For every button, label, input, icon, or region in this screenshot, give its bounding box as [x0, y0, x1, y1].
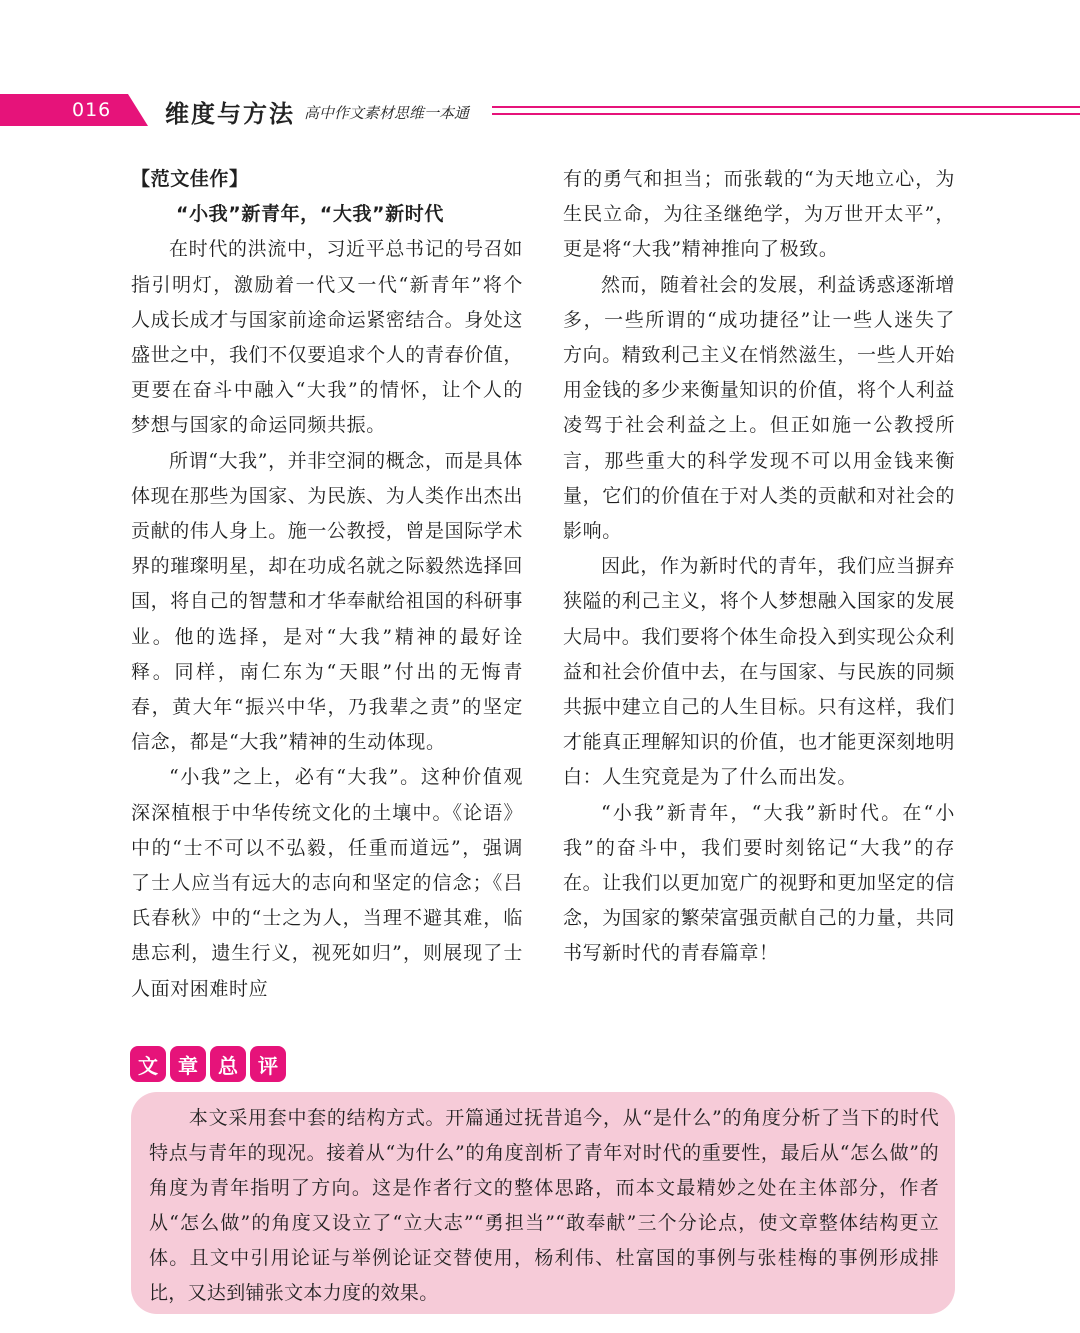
essay-column-left: [131, 162, 523, 1007]
essay-paragraph: 在时代的洪流中，习近平总书记的号召如指引明灯，激励着一代又一代“新青年”将个人成长成才与国家前途命运紧密结合。身处这盛世之中，我们不仅要追求个人的青春价值，更要在奋斗中融入“大我”的情怀，让个人的梦想与国家的命运同频共振。: [131, 238, 524, 437]
essay-paragraph: “小我”新青年，“大我”新时代。在“小我”的奋斗中，我们要时刻铭记“大我”的存在。让我们以更加宽广的视野和更加坚定的信念，为国家的繁荣富强贡献自己的力量，共同书写新时代的青春篇章！: [563, 801, 956, 965]
essay-paragraph: 所谓“大我”，并非空洞的概念，而是具体体现在那些为国家、为民族、为人类作出杰出贡献的伟人身上。施一公教授，曾是国际学术界的璀璨明星，却在功成名就之际毅然选择回国，将自己的智慧和才华奉献给祖国的科研事业。他的选择，是对“大我”精神的最好诠释。同样，南仁东为“天眼”付出的无悔青春，黄大年“振兴中华，乃我辈之责”的坚定信念，都是“大我”精神的生动体现。: [131, 449, 524, 754]
essay-paragraph: 因此，作为新时代的青年，我们应当摒弃狭隘的利己主义，将个人梦想融入国家的发展大局中。我们要将个体生命投入到实现公众利益和社会价值中去，在与国家、与民族的同频共振中建立自己的人生目标。只有这样，我们才能真正理解知识的价值，也才能更深刻地明白：人生究竟是为了什么而出发。: [563, 555, 956, 789]
header-rule-bottom: [492, 113, 1080, 115]
review-badge: 文: [130, 1046, 166, 1082]
essay-paragraph: “小我”之上，必有“大我”。这种价值观深深植根于中华传统文化的土壤中。《论语》中的“士不可以不弘毅，任重而道远”，强调了士人应当有远大的志向和坚定的信念；《吕氏春秋》中的“士之为人，当理不避其难，临患忘利，遗生行义，视死如归”，则展现了士人面对困难时应: [131, 766, 523, 1000]
review-badge: 评: [250, 1046, 286, 1082]
review-heading: [130, 1046, 286, 1082]
essay-paragraph: 然而，随着社会的发展，利益诱惑逐渐增多，一些所谓的“成功捷径”让一些人迷失了方向。精致利己主义在悄然滋生，一些人开始用金钱的多少来衡量知识的价值，将个人利益凌驾于社会利益之上。但正如施一公教授所言，那些重大的科学发现不可以用金钱来衡量，它们的价值在于对人类的贡献和对社会的影响。: [563, 273, 956, 543]
essay-column-right: [563, 162, 955, 972]
header-rule-top: [492, 106, 1080, 108]
essay-paragraph-continued: 有的勇气和担当；而张载的“为天地立心，为生民立命，为往圣继绝学，为万世开太平”，更是将“大我”精神推向了极致。: [563, 168, 955, 261]
essay-title: “小我”新青年，“大我”新时代: [176, 203, 444, 226]
review-badge: 总: [210, 1046, 246, 1082]
book-title: 维度与方法: [165, 100, 295, 128]
page-header: [0, 92, 1080, 128]
review-box: [131, 1092, 955, 1314]
book-subtitle: 高中作文素材思维一本通: [304, 104, 470, 122]
page-number: 016: [72, 99, 112, 121]
section-label: 【范文佳作】: [131, 168, 249, 190]
review-badge: 章: [170, 1046, 206, 1082]
review-text: 本文采用套中套的结构方式。开篇通过抚昔追今，从“是什么”的角度分析了当下的时代特点与青年的现况。接着从“为什么”的角度剖析了青年对时代的重要性，最后从“怎么做”的角度为青年指明了方向。这是作者行文的整体思路，而本文最精妙之处在主体部分，作者从“怎么做”的角度又设立了“立大志”“勇担当”“敢奉献”三个分论点，使文章整体结构更立体。且文中引用论证与举例论证交替使用，杨利伟、杜富国的事例与张桂梅的事例形成排比，又达到铺张文本力度的效果。: [149, 1107, 939, 1304]
